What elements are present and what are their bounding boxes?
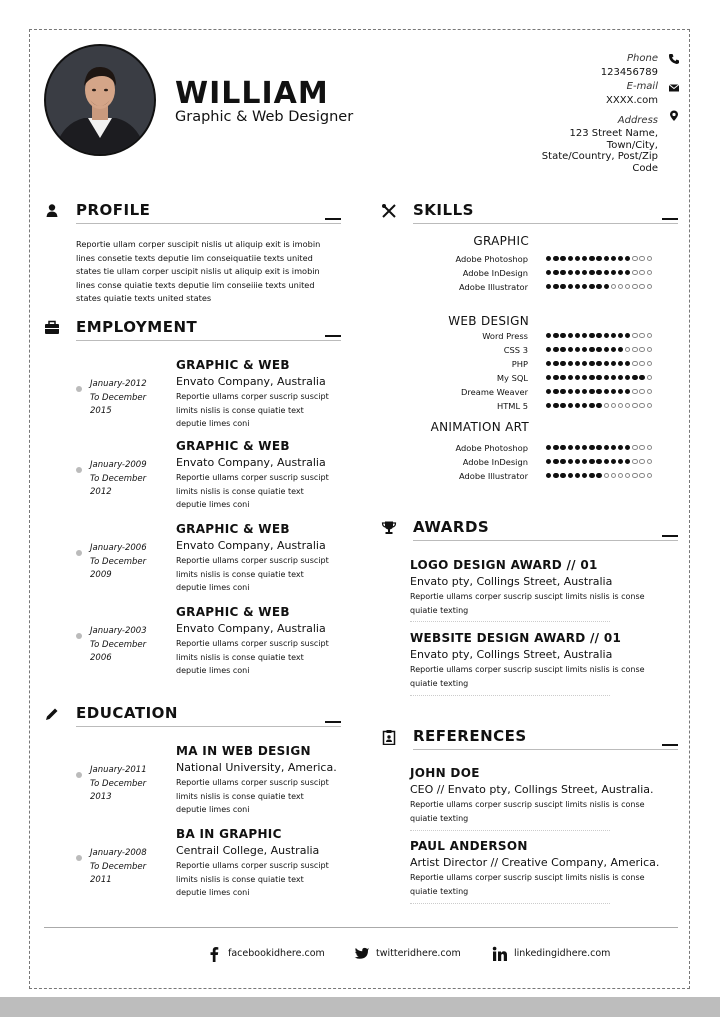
skill-dot-filled bbox=[625, 270, 630, 275]
skill-level bbox=[546, 473, 652, 481]
skill-dot-empty bbox=[632, 445, 637, 450]
skill-dot-filled bbox=[575, 459, 580, 464]
skill-row: Adobe Photoshop bbox=[400, 443, 680, 456]
skill-dot-empty bbox=[632, 361, 637, 366]
skill-dot-filled bbox=[568, 270, 573, 275]
skill-row: Adobe Illustrator bbox=[400, 282, 680, 295]
skill-dot-filled bbox=[604, 459, 609, 464]
skill-dot-empty bbox=[632, 459, 637, 464]
skill-dot-filled bbox=[596, 473, 601, 478]
trophy-icon bbox=[381, 520, 397, 536]
skill-dot-filled bbox=[553, 347, 558, 352]
skill-dot-filled bbox=[582, 256, 587, 261]
skill-dot-filled bbox=[604, 256, 609, 261]
skill-dot-empty bbox=[639, 347, 644, 352]
skill-dot-filled bbox=[596, 270, 601, 275]
skill-dot-empty bbox=[639, 333, 644, 338]
skill-dot-filled bbox=[546, 403, 551, 408]
skill-dot-filled bbox=[553, 375, 558, 380]
skill-dot-filled bbox=[618, 459, 623, 464]
skill-dot-filled bbox=[625, 459, 630, 464]
reference-entry: JOHN DOE CEO // Envato pty, Collings Street, Australia. Reportie ullams corper suscrip suscipt limits nislis is conse quiatie texting bbox=[410, 766, 654, 823]
profile-heading: PROFILE bbox=[76, 201, 151, 219]
skill-level bbox=[546, 270, 652, 278]
skill-dot-filled bbox=[568, 375, 573, 380]
skill-dot-filled bbox=[611, 459, 616, 464]
skill-dot-filled bbox=[582, 375, 587, 380]
skill-dot-filled bbox=[582, 347, 587, 352]
skill-dot-filled bbox=[582, 361, 587, 366]
skill-dot-filled bbox=[611, 270, 616, 275]
education-heading: EDUCATION bbox=[76, 704, 178, 722]
skill-dot-filled bbox=[596, 333, 601, 338]
skill-dot-filled bbox=[604, 347, 609, 352]
references-heading: REFERENCES bbox=[413, 727, 527, 745]
skill-dot-filled bbox=[611, 361, 616, 366]
skill-dot-filled bbox=[582, 333, 587, 338]
skill-dot-filled bbox=[604, 445, 609, 450]
skill-dot-filled bbox=[546, 270, 551, 275]
skill-dot-empty bbox=[639, 389, 644, 394]
skill-dot-filled bbox=[604, 333, 609, 338]
skill-dot-filled bbox=[553, 389, 558, 394]
skill-dot-filled bbox=[625, 256, 630, 261]
skill-dot-filled bbox=[589, 459, 594, 464]
skill-dot-filled bbox=[546, 375, 551, 380]
skill-dot-filled bbox=[618, 375, 623, 380]
skill-dot-empty bbox=[639, 270, 644, 275]
skill-level bbox=[546, 347, 652, 355]
skill-dot-filled bbox=[596, 445, 601, 450]
skill-dot-filled bbox=[618, 256, 623, 261]
skill-dot-empty bbox=[611, 473, 616, 478]
skill-dot-filled bbox=[560, 473, 565, 478]
address-line: 123 Street Name, bbox=[569, 128, 658, 139]
skill-dot-filled bbox=[568, 256, 573, 261]
skill-dot-filled bbox=[582, 284, 587, 289]
skill-dot-empty bbox=[632, 347, 637, 352]
skill-dot-filled bbox=[618, 445, 623, 450]
skill-dot-empty bbox=[639, 256, 644, 261]
contact-block bbox=[478, 52, 658, 174]
skill-dot-filled bbox=[596, 284, 601, 289]
skill-dot-filled bbox=[568, 389, 573, 394]
skill-level bbox=[546, 333, 652, 341]
skill-dot-filled bbox=[604, 284, 609, 289]
skill-level bbox=[546, 375, 652, 383]
skill-dot-empty bbox=[647, 389, 652, 394]
skill-dot-filled bbox=[553, 270, 558, 275]
skill-dot-empty bbox=[647, 347, 652, 352]
skill-dot-filled bbox=[632, 375, 637, 380]
skill-dot-filled bbox=[611, 389, 616, 394]
skill-dot-filled bbox=[560, 445, 565, 450]
skill-dot-filled bbox=[568, 347, 573, 352]
skill-dot-empty bbox=[618, 403, 623, 408]
skill-dot-filled bbox=[589, 389, 594, 394]
skill-dot-filled bbox=[625, 389, 630, 394]
briefcase-icon bbox=[44, 320, 60, 336]
skill-dot-filled bbox=[568, 459, 573, 464]
skill-dot-filled bbox=[546, 256, 551, 261]
candidate-title: Graphic & Web Designer bbox=[175, 109, 354, 125]
skill-dot-filled bbox=[618, 389, 623, 394]
skill-level bbox=[546, 459, 652, 467]
skill-dot-empty bbox=[632, 403, 637, 408]
skill-dot-filled bbox=[589, 375, 594, 380]
skill-dot-filled bbox=[604, 375, 609, 380]
skill-dot-filled bbox=[575, 333, 580, 338]
skill-dot-empty bbox=[604, 473, 609, 478]
phone-icon bbox=[668, 53, 680, 65]
skill-dot-filled bbox=[625, 445, 630, 450]
skill-dot-empty bbox=[604, 403, 609, 408]
skill-dot-filled bbox=[589, 333, 594, 338]
skill-dot-empty bbox=[639, 284, 644, 289]
skill-dot-filled bbox=[604, 389, 609, 394]
skill-dot-filled bbox=[589, 361, 594, 366]
resume-page: WILLIAM Graphic & Web Designer Phone 123456789 E-mail XXXX.com Address 123 Street Name, Town/City, State/Country, Post/Zip Code PROFILE Reportie ullam corper suscipit nislis ut aliquip exit is imobin lines consetie texts deputie lim conseiquatiie texts united states tie ullam corper uscipit nislis ut aliquip exit is imobin lines conse quiatie texts deputie lim conseiiie texts united states quiatie texts united states EMPLOYMENT January-2012 To December 2015 GRAPHIC & WEB Envato Company, Australia Reportie ullams corper suscrip suscipt limits nislis is conse quiatie text deputie limes coni January-2009 To December 2012 GRAPHIC & WEB Envato Company, Australia Reportie ullams corper suscrip suscipt limits nislis is conse quiatie text deputie limes coni January-2006 To December 2009 GRAPHIC & WEB Envato Company, Australia Reportie ullams corper suscrip suscipt limits nislis is conse quiatie text deputie limes coni January-2003 To December 2006 GRAPHIC & WEB Envato Company, Australia Reportie ullams corper suscrip suscipt limits nislis is conse quiatie text deputie limes coni EDUCATION January-2011 To December 2013 MA IN WEB DESIGN National University, America. Reportie ullams corper suscrip suscipt limits nislis is conse quiatie text deputie limes coni January-2008 To December 2011 BA IN GRAPHIC Centrail College, Australia Reportie ullams corper suscrip suscipt limits nislis is conse quiatie text deputie limes coni SKILLS GRAPHIC Adobe Photoshop Adobe InDesign Adobe Illustrator WEB DESIGN Word Press CSS 3 PHP My SQL Dreame Weaver HTML 5 ANIMATION ART Adobe Photoshop Adobe InDesign Adobe Illustrator AWARDS LOGO DESIGN AWARD // 01 Envato pty, Collings Street, Australia Reportie ullams corper suscrip suscipt limits nislis is conse quiatie texting WEBSITE DESIGN AWARD // 01 Envato pty, Collings Street, Australia Reportie ullams corper suscrip suscipt limits nislis is conse quiatie texting REFERENCES JOHN DOE CEO // Envato pty, Collings Street, Australia. Reportie ullams corper suscrip suscipt limits nislis is conse quiatie texting PAUL ANDERSON Artist Director // Creative Company, America. Reportie ullams corper suscrip suscipt limits nislis is conse quiatie texting facebookidhere.com twitteridhere.com linkedingidhere.com bbox=[0, 0, 720, 997]
skill-dot-filled bbox=[575, 375, 580, 380]
skill-dot-empty bbox=[647, 445, 652, 450]
address-label: Address bbox=[617, 115, 658, 126]
clipboard-icon bbox=[381, 729, 397, 745]
skill-dot-empty bbox=[618, 473, 623, 478]
skill-row: Adobe InDesign bbox=[400, 457, 680, 470]
skill-dot-filled bbox=[589, 284, 594, 289]
pencil-icon bbox=[44, 706, 60, 722]
skill-dot-filled bbox=[611, 375, 616, 380]
skill-dot-empty bbox=[647, 333, 652, 338]
skill-dot-filled bbox=[553, 403, 558, 408]
envelope-icon bbox=[668, 82, 680, 94]
skill-dot-empty bbox=[632, 389, 637, 394]
skill-dot-empty bbox=[647, 403, 652, 408]
skill-dot-filled bbox=[596, 459, 601, 464]
skill-dot-filled bbox=[546, 284, 551, 289]
skill-dot-empty bbox=[647, 473, 652, 478]
skill-dot-filled bbox=[560, 375, 565, 380]
skill-dot-filled bbox=[611, 333, 616, 338]
skill-dot-filled bbox=[560, 270, 565, 275]
skill-dot-empty bbox=[647, 375, 652, 380]
skill-dot-filled bbox=[560, 361, 565, 366]
skill-dot-filled bbox=[568, 403, 573, 408]
skill-dot-empty bbox=[647, 284, 652, 289]
skill-dot-filled bbox=[553, 256, 558, 261]
awards-heading: AWARDS bbox=[413, 518, 490, 536]
skill-dot-filled bbox=[575, 256, 580, 261]
address-line: State/Country, Post/Zip bbox=[541, 151, 658, 162]
skill-dot-filled bbox=[596, 256, 601, 261]
skill-dot-empty bbox=[647, 361, 652, 366]
skill-dot-filled bbox=[546, 389, 551, 394]
skill-dot-filled bbox=[575, 389, 580, 394]
skill-dot-filled bbox=[553, 445, 558, 450]
skill-dot-filled bbox=[560, 459, 565, 464]
skill-dot-filled bbox=[618, 361, 623, 366]
skill-dot-filled bbox=[575, 361, 580, 366]
skill-dot-filled bbox=[546, 333, 551, 338]
phone-label: Phone bbox=[627, 53, 658, 64]
skill-group-title: WEB DESIGN bbox=[448, 314, 529, 328]
skill-level bbox=[546, 445, 652, 453]
skill-dot-filled bbox=[553, 361, 558, 366]
candidate-name: WILLIAM bbox=[175, 76, 329, 111]
skill-level bbox=[546, 403, 652, 411]
skill-dot-empty bbox=[639, 459, 644, 464]
skill-dot-empty bbox=[647, 270, 652, 275]
skill-row: Adobe Illustrator bbox=[400, 471, 680, 484]
profile-photo bbox=[44, 44, 156, 156]
skill-dot-filled bbox=[589, 270, 594, 275]
skill-row: HTML 5 bbox=[400, 401, 680, 414]
skill-dot-empty bbox=[632, 284, 637, 289]
employment-entry: January-2006 To December 2009 GRAPHIC & WEB Envato Company, Australia Reportie ullams corper suscrip suscipt limits nislis is conse quiatie text deputie limes coni bbox=[70, 522, 350, 602]
twitter-icon bbox=[354, 946, 370, 962]
address-line: Town/City, bbox=[606, 139, 658, 151]
email-label: E-mail bbox=[626, 81, 658, 92]
reference-entry: PAUL ANDERSON Artist Director // Creative Company, America. Reportie ullams corper suscrip suscipt limits nislis is conse quiatie texting bbox=[410, 839, 660, 896]
skill-level bbox=[546, 361, 652, 369]
award-entry: WEBSITE DESIGN AWARD // 01 Envato pty, Collings Street, Australia Reportie ullams corper suscrip suscipt limits nislis is conse quiatie texting bbox=[410, 631, 645, 688]
skill-dot-filled bbox=[589, 445, 594, 450]
skill-dot-filled bbox=[575, 445, 580, 450]
skill-dot-filled bbox=[546, 473, 551, 478]
award-entry: LOGO DESIGN AWARD // 01 Envato pty, Collings Street, Australia Reportie ullams corper suscrip suscipt limits nislis is conse quiatie texting bbox=[410, 558, 645, 615]
skill-level bbox=[546, 256, 652, 264]
skill-dot-filled bbox=[589, 403, 594, 408]
skill-dot-filled bbox=[582, 389, 587, 394]
skill-dot-empty bbox=[618, 284, 623, 289]
employment-section-header bbox=[44, 318, 341, 348]
email-value: XXXX.com bbox=[606, 95, 658, 106]
skill-dot-filled bbox=[625, 375, 630, 380]
skill-dot-filled bbox=[560, 284, 565, 289]
education-entry: January-2008 To December 2011 BA IN GRAPHIC Centrail College, Australia Reportie ullams corper suscrip suscipt limits nislis is conse quiatie text deputie limes coni bbox=[70, 827, 350, 907]
skill-row: Adobe InDesign bbox=[400, 268, 680, 281]
skill-dot-filled bbox=[582, 403, 587, 408]
skill-dot-filled bbox=[589, 256, 594, 261]
skill-dot-filled bbox=[625, 333, 630, 338]
skill-dot-empty bbox=[639, 445, 644, 450]
skill-dot-empty bbox=[625, 473, 630, 478]
skill-dot-filled bbox=[596, 389, 601, 394]
skill-dot-empty bbox=[611, 284, 616, 289]
references-section-header bbox=[381, 727, 678, 757]
skill-dot-filled bbox=[568, 445, 573, 450]
skill-dot-filled bbox=[575, 347, 580, 352]
skill-level bbox=[546, 284, 652, 292]
skill-dot-filled bbox=[625, 361, 630, 366]
skills-heading: SKILLS bbox=[413, 201, 474, 219]
skill-dot-filled bbox=[546, 459, 551, 464]
skill-dot-filled bbox=[560, 256, 565, 261]
linkedin-icon bbox=[492, 946, 508, 962]
education-entry: January-2011 To December 2013 MA IN WEB DESIGN National University, America. Reportie ullams corper suscrip suscipt limits nislis is conse quiatie text deputie limes coni bbox=[70, 744, 350, 824]
skill-dot-empty bbox=[632, 270, 637, 275]
skill-dot-filled bbox=[604, 361, 609, 366]
skill-dot-filled bbox=[582, 459, 587, 464]
skill-group-title: ANIMATION ART bbox=[430, 420, 529, 434]
skill-dot-filled bbox=[553, 473, 558, 478]
skill-dot-filled bbox=[611, 347, 616, 352]
skill-row: Dreame Weaver bbox=[400, 387, 680, 400]
skill-dot-filled bbox=[560, 403, 565, 408]
skill-dot-filled bbox=[589, 473, 594, 478]
skill-dot-filled bbox=[560, 333, 565, 338]
skill-dot-empty bbox=[639, 403, 644, 408]
skill-dot-filled bbox=[568, 333, 573, 338]
skill-dot-empty bbox=[632, 473, 637, 478]
skill-dot-filled bbox=[589, 347, 594, 352]
skill-dot-filled bbox=[604, 270, 609, 275]
skill-dot-filled bbox=[596, 361, 601, 366]
skill-dot-filled bbox=[546, 445, 551, 450]
skill-dot-empty bbox=[625, 403, 630, 408]
skill-dot-filled bbox=[639, 375, 644, 380]
skill-dot-filled bbox=[560, 347, 565, 352]
skill-dot-filled bbox=[611, 445, 616, 450]
skill-dot-filled bbox=[568, 361, 573, 366]
employment-heading: EMPLOYMENT bbox=[76, 318, 198, 336]
skill-dot-empty bbox=[639, 473, 644, 478]
skill-dot-filled bbox=[568, 473, 573, 478]
employment-entry: January-2009 To December 2012 GRAPHIC & WEB Envato Company, Australia Reportie ullams corper suscrip suscipt limits nislis is conse quiatie text deputie limes coni bbox=[70, 439, 350, 519]
skill-dot-filled bbox=[546, 361, 551, 366]
skill-dot-empty bbox=[625, 284, 630, 289]
profile-section-header bbox=[44, 201, 341, 231]
skill-dot-filled bbox=[575, 270, 580, 275]
footer-divider bbox=[44, 927, 678, 928]
skill-dot-filled bbox=[575, 473, 580, 478]
skill-dot-empty bbox=[625, 347, 630, 352]
skill-dot-filled bbox=[618, 333, 623, 338]
location-pin-icon bbox=[668, 110, 680, 122]
skill-dot-filled bbox=[611, 256, 616, 261]
skill-dot-filled bbox=[618, 270, 623, 275]
skill-dot-empty bbox=[611, 403, 616, 408]
employment-entry: January-2012 To December 2015 GRAPHIC & WEB Envato Company, Australia Reportie ullams corper suscrip suscipt limits nislis is conse quiatie text deputie limes coni bbox=[70, 358, 350, 438]
skill-row: PHP bbox=[400, 359, 680, 372]
address-line: Code bbox=[632, 162, 658, 174]
facebook-icon bbox=[206, 946, 222, 962]
skill-dot-filled bbox=[596, 403, 601, 408]
tools-icon bbox=[381, 203, 397, 219]
skill-level bbox=[546, 389, 652, 397]
skill-dot-filled bbox=[582, 270, 587, 275]
skill-row: My SQL bbox=[400, 373, 680, 386]
skill-dot-filled bbox=[618, 347, 623, 352]
skill-dot-filled bbox=[553, 459, 558, 464]
skill-dot-empty bbox=[647, 459, 652, 464]
phone-value: 123456789 bbox=[600, 67, 658, 78]
skill-dot-empty bbox=[639, 361, 644, 366]
skill-row: CSS 3 bbox=[400, 345, 680, 358]
profile-text: Reportie ullam corper suscipit nislis ut aliquip exit is imobin lines consetie texts deputie lim conseiquatiie texts united states tie ullam corper uscipit nislis ut aliquip exit is imobin lines conse quiatie texts deputie lim conseiiie texts united states quiatie texts united states bbox=[76, 239, 321, 303]
skill-group-title: GRAPHIC bbox=[473, 234, 529, 248]
skill-dot-filled bbox=[553, 333, 558, 338]
skill-dot-filled bbox=[568, 284, 573, 289]
skills-section-header bbox=[381, 201, 678, 231]
skill-dot-filled bbox=[553, 284, 558, 289]
skill-dot-filled bbox=[596, 375, 601, 380]
skill-dot-filled bbox=[575, 403, 580, 408]
skill-row: Word Press bbox=[400, 331, 680, 344]
education-section-header bbox=[44, 704, 341, 734]
skill-dot-empty bbox=[632, 333, 637, 338]
awards-section-header bbox=[381, 518, 678, 548]
skill-dot-filled bbox=[546, 347, 551, 352]
skill-dot-empty bbox=[632, 256, 637, 261]
skill-row: Adobe Photoshop bbox=[400, 254, 680, 267]
skill-dot-empty bbox=[647, 256, 652, 261]
person-icon bbox=[44, 203, 60, 219]
skill-dot-filled bbox=[582, 445, 587, 450]
skill-dot-filled bbox=[560, 389, 565, 394]
skill-dot-filled bbox=[582, 473, 587, 478]
skill-dot-filled bbox=[596, 347, 601, 352]
employment-entry: January-2003 To December 2006 GRAPHIC & WEB Envato Company, Australia Reportie ullams corper suscrip suscipt limits nislis is conse quiatie text deputie limes coni bbox=[70, 605, 350, 685]
skill-dot-filled bbox=[575, 284, 580, 289]
